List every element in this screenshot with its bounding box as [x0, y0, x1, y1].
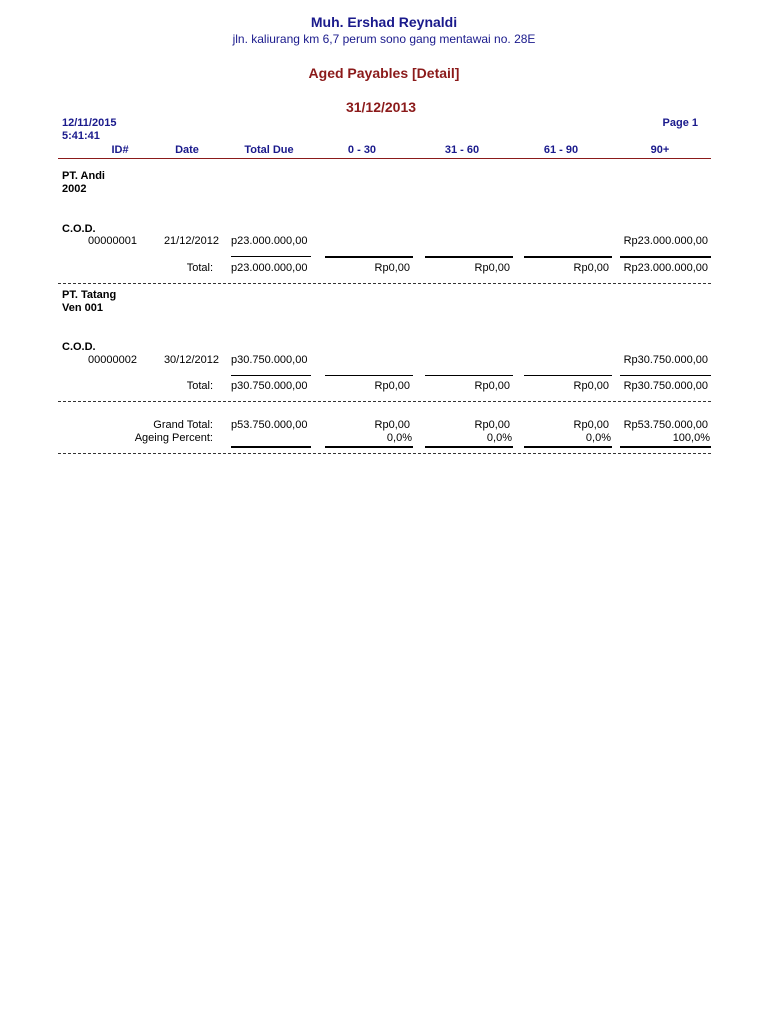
grand-total-61-90: Rp0,00: [573, 419, 609, 431]
page-number: Page 1: [662, 117, 698, 129]
header-rule: [58, 158, 711, 159]
line-90-plus: Rp30.750.000,00: [623, 354, 708, 366]
report-title: Aged Payables [Detail]: [308, 65, 460, 81]
grand-total-90-plus: Rp53.750.000,00: [623, 419, 708, 431]
ageing-61-90: 0,0%: [585, 432, 611, 444]
line-id: 00000001: [88, 235, 137, 247]
vendor-code: Ven 001: [62, 302, 103, 314]
total-total-due: p30.750.000,00: [231, 380, 308, 392]
report-end-divider: [58, 453, 711, 454]
grand-total-31-60: Rp0,00: [474, 419, 510, 431]
line-date: 30/12/2012: [163, 354, 219, 366]
vendor-terms: C.O.D.: [62, 341, 96, 353]
line-date: 21/12/2012: [163, 235, 219, 247]
vendor-name: PT. Tatang: [62, 289, 117, 301]
total-90-plus: Rp30.750.000,00: [623, 380, 708, 392]
grand-total-rule: [231, 446, 311, 448]
total-31-60: Rp0,00: [474, 380, 510, 392]
total-61-90: Rp0,00: [573, 380, 609, 392]
ageing-90-plus: 100,0%: [672, 432, 710, 444]
subtotal-rule: [325, 375, 413, 376]
total-0-30: Rp0,00: [374, 380, 410, 392]
grand-total-rule: [425, 446, 513, 448]
grand-total-due: p53.750.000,00: [231, 419, 308, 431]
col-31-60: 31 - 60: [444, 144, 480, 156]
ageing-percent-label: Ageing Percent:: [134, 432, 213, 444]
total-61-90: Rp0,00: [573, 262, 609, 274]
col-61-90: 61 - 90: [543, 144, 579, 156]
total-label: Total:: [186, 262, 213, 274]
col-date: Date: [175, 144, 199, 156]
line-total-due: p23.000.000,00: [231, 235, 308, 247]
total-total-due: p23.000.000,00: [231, 262, 308, 274]
total-31-60: Rp0,00: [474, 262, 510, 274]
subtotal-rule: [524, 256, 612, 258]
report-date: 31/12/2013: [345, 99, 417, 115]
col-id: ID#: [111, 144, 129, 156]
total-90-plus: Rp23.000.000,00: [623, 262, 708, 274]
company-address: jln. kaliurang km 6,7 perum sono gang mentawai no. 28E: [232, 32, 536, 46]
col-total-due: Total Due: [244, 144, 294, 156]
section-divider: [58, 283, 711, 284]
grand-total-0-30: Rp0,00: [374, 419, 410, 431]
print-time: 5:41:41: [62, 130, 100, 142]
subtotal-rule: [325, 256, 413, 258]
subtotal-rule: [425, 375, 513, 376]
subtotal-rule: [231, 375, 311, 376]
subtotal-rule: [425, 256, 513, 258]
line-id: 00000002: [88, 354, 137, 366]
company-name: Muh. Ershad Reynaldi: [310, 14, 458, 30]
subtotal-rule: [620, 256, 711, 258]
grand-total-rule: [325, 446, 413, 448]
line-total-due: p30.750.000,00: [231, 354, 308, 366]
grand-total-label: Grand Total:: [153, 419, 213, 431]
vendor-code: 2002: [62, 183, 87, 195]
section-divider: [58, 401, 711, 402]
vendor-terms: C.O.D.: [62, 223, 96, 235]
print-date: 12/11/2015: [62, 117, 117, 129]
ageing-0-30: 0,0%: [386, 432, 412, 444]
total-label: Total:: [186, 380, 213, 392]
subtotal-rule: [524, 375, 612, 376]
grand-total-rule: [620, 446, 711, 448]
grand-total-rule: [524, 446, 612, 448]
col-0-30: 0 - 30: [347, 144, 377, 156]
line-90-plus: Rp23.000.000,00: [623, 235, 708, 247]
subtotal-rule: [231, 256, 311, 257]
ageing-31-60: 0,0%: [486, 432, 512, 444]
subtotal-rule: [620, 375, 711, 376]
total-0-30: Rp0,00: [374, 262, 410, 274]
vendor-name: PT. Andi: [62, 170, 105, 182]
col-90-plus: 90+: [650, 144, 670, 156]
